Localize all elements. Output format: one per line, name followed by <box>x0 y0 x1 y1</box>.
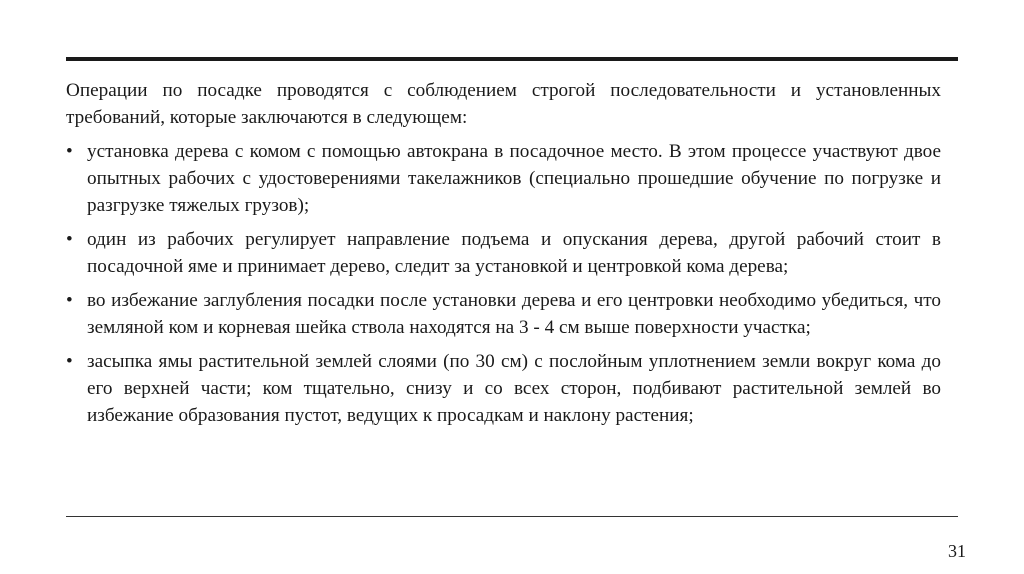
slide-body <box>66 77 941 436</box>
bullet-list <box>66 138 941 429</box>
list-item <box>66 138 941 219</box>
bullet-icon: • <box>66 141 73 162</box>
intro-paragraph: Операции по посадке проводятся с соблюдением строгой последовательности и установленных требований, которые заключаются в следующем: <box>66 80 941 128</box>
list-item-text: во избежание заглубления посадки после установки дерева и его центровки необходимо убедиться, что земляной ком и корневая шейка ствола находятся на 3 - 4 см выше поверхности участка; <box>87 290 941 338</box>
page-number: 31 <box>948 541 966 561</box>
bullet-icon: • <box>66 229 73 250</box>
top-divider <box>66 57 958 61</box>
list-item-text: установка дерева с комом с помощью автокрана в посадочное место. В этом процессе участвуют двое опытных рабочих с удостоверениями такелажников (специально прошедшие обучение по погрузке и разгрузке тяжелых грузов); <box>87 141 941 216</box>
bottom-divider <box>66 516 958 517</box>
list-item <box>66 287 941 341</box>
list-item <box>66 226 941 280</box>
bullet-icon: • <box>66 290 73 311</box>
list-item <box>66 348 941 429</box>
bullet-icon: • <box>66 351 73 372</box>
list-item-text: засыпка ямы растительной землей слоями (по 30 см) с послойным уплотнением земли вокруг кома до его верхней части; ком тщательно, снизу и со всех сторон, подбивают растительной землей во избежание образования пустот, ведущих к просадкам и наклону растения; <box>87 351 941 426</box>
list-item-text: один из рабочих регулирует направление подъема и опускания дерева, другой рабочий стоит в посадочной яме и принимает дерево, следит за установкой и центровкой кома дерева; <box>87 229 941 277</box>
